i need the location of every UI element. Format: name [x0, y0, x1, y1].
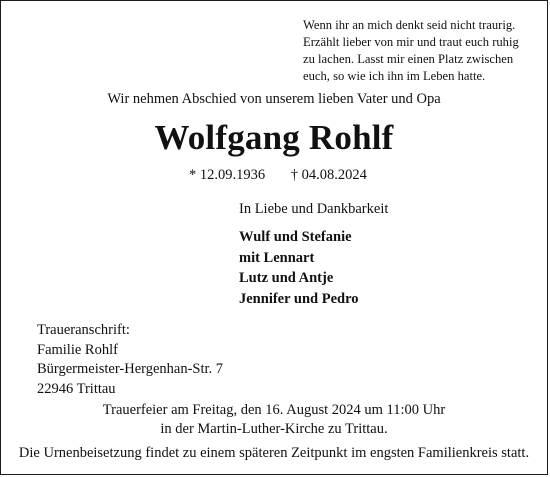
ceremony-line: Trauerfeier am Freitag, den 16. August 2024 um 11:00 Uhr — [102, 402, 446, 418]
poem-line: Erzählt lieber von mir und traut euch ruhig — [303, 35, 519, 49]
family-member: mit Lennart — [239, 249, 315, 266]
poem — [303, 17, 543, 85]
death-date: † 04.08.2024 — [290, 167, 367, 183]
ceremony-line: in der Martin-Luther-Kirche zu Trittau. — [160, 421, 388, 437]
address-line: 22946 Trittau — [37, 380, 116, 397]
poem-line: zu lachen. Lasst mir einen Platz zwischen — [303, 52, 514, 66]
address-line: Familie Rohlf — [37, 341, 118, 358]
deceased-name: Wolfgang Rohlf — [154, 118, 394, 157]
family-member: Wulf und Stefanie — [239, 229, 352, 245]
urn-burial-note: Die Urnenbeisetzung findet zu einem späteren Zeitpunkt im engsten Familienkreis statt. — [18, 445, 530, 461]
birth-date: * 12.09.1936 — [189, 167, 266, 183]
family-member: Jennifer und Pedro — [239, 290, 359, 307]
mourning-address — [37, 321, 223, 399]
family-list — [239, 227, 359, 309]
funeral-ceremony — [1, 401, 547, 439]
farewell-intro: Wir nehmen Abschied von unserem lieben Vater und Opa — [107, 91, 441, 107]
poem-line: euch, so wie ich ihn im Leben hatte. — [303, 69, 486, 83]
address-line: Bürgermeister-Hergenhan-Str. 7 — [37, 361, 224, 377]
family-member: Lutz und Antje — [239, 270, 334, 286]
mourning-phrase: In Liebe und Dankbarkeit — [239, 201, 389, 217]
poem-line: Wenn ihr an mich denkt seid nicht traurig. — [303, 18, 516, 32]
address-label: Traueranschrift: — [37, 322, 130, 338]
life-dates — [189, 165, 367, 185]
